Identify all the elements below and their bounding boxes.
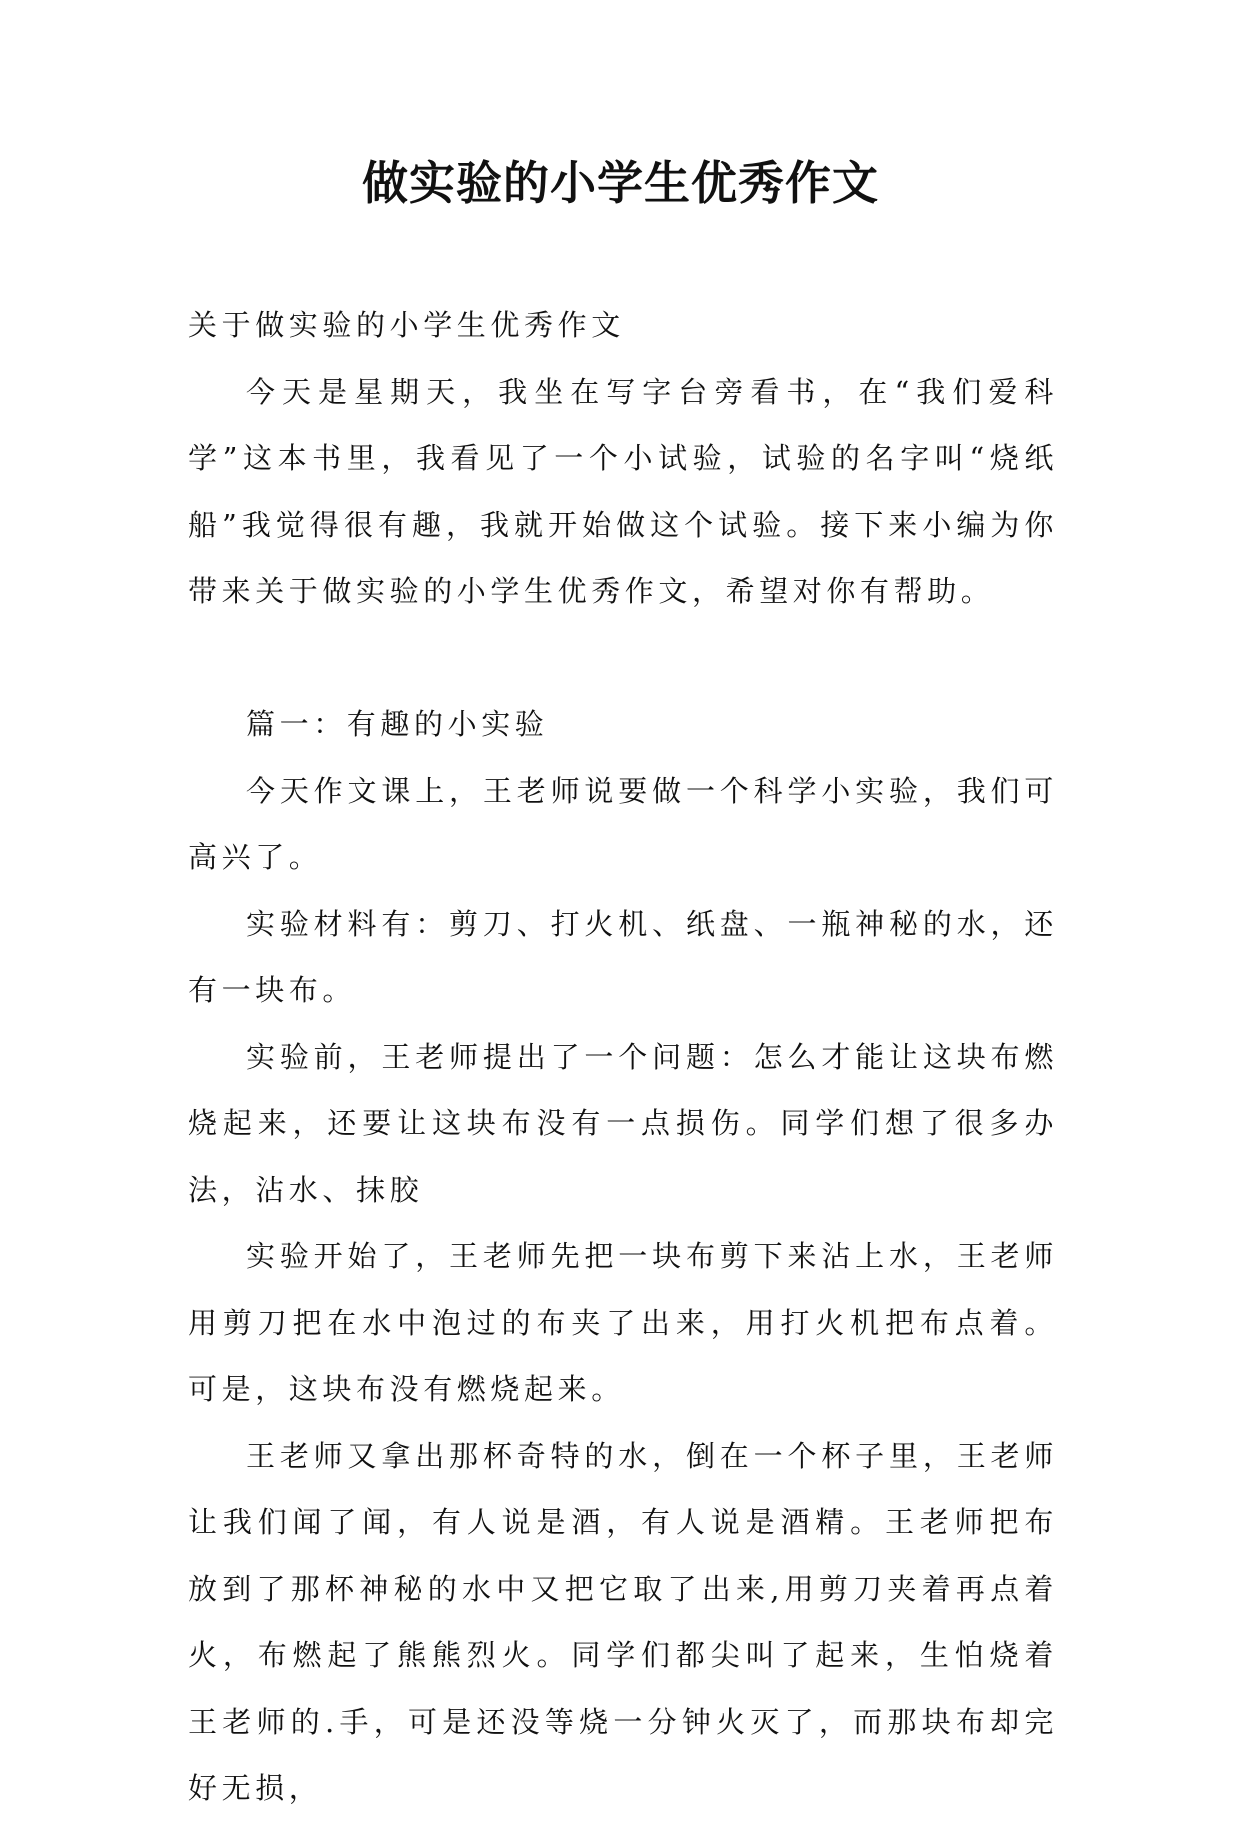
body-paragraph: 实验材料有：剪刀、打火机、纸盘、一瓶神秘的水，还有一块布。 [188, 906, 1058, 1007]
body-paragraph: 今天作文课上，王老师说要做一个科学小实验，我们可高兴了。 [188, 773, 1058, 874]
document-body [188, 292, 1058, 1822]
intro-paragraph: 今天是星期天，我坐在写字台旁看书，在“我们爱科学”这本书里，我看见了一个小试验，试验的名字叫“烧纸船”我觉得很有趣，我就开始做这个试验。接下来小编为你带来关于做实验的小学生优秀作文，希望对你有帮助。 [188, 374, 1058, 608]
body-paragraph: 实验前，王老师提出了一个问题：怎么才能让这块布燃烧起来，还要让这块布没有一点损伤。同学们想了很多办法，沾水、抹胶 [188, 1039, 1058, 1207]
section-heading: 篇一：有趣的小实验 [246, 707, 549, 741]
document-title: 做实验的小学生优秀作文 [362, 156, 879, 210]
body-paragraph: 实验开始了，王老师先把一块布剪下来沾上水，王老师用剪刀把在水中泡过的布夹了出来，用打火机把布点着。可是，这块布没有燃烧起来。 [188, 1239, 1058, 1406]
subtitle-line: 关于做实验的小学生优秀作文 [188, 308, 625, 342]
blank-line [188, 625, 1058, 692]
body-paragraph: 王老师又拿出那杯奇特的水，倒在一个杯子里，王老师让我们闻了闻，有人说是酒，有人说是酒精。王老师把布放到了那杯神秘的水中又把它取了出来,用剪刀夹着再点着火，布燃起了熊熊烈火。同学们都尖叫了起来，生怕烧着王老师的.手，可是还没等烧一分钟火灭了，而那块布却完好无损， [188, 1438, 1058, 1805]
